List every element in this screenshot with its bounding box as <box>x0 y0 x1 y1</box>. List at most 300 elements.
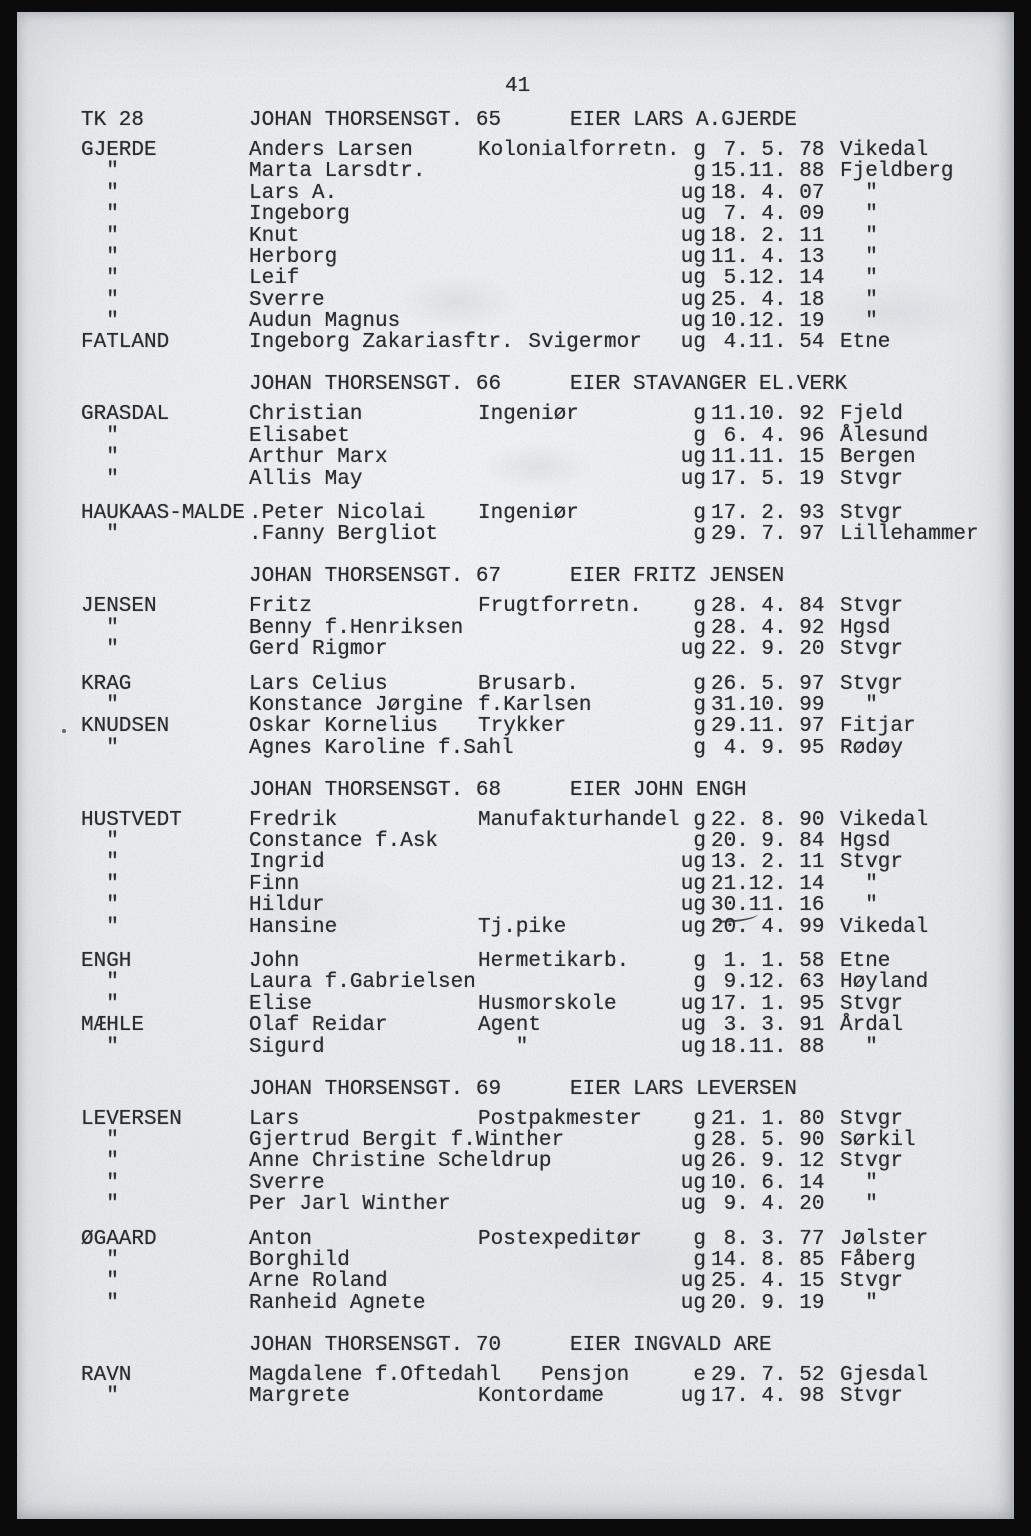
surname-cell: KRAG <box>81 672 132 696</box>
birthplace-cell: Gjesdal <box>840 1363 929 1387</box>
street-section <box>0 110 1031 354</box>
street-section <box>0 1335 1031 1408</box>
owner-label: EIER INGVALD ARE <box>570 1333 772 1357</box>
birthdate-cell: 10.12. 19 <box>711 310 825 334</box>
birthdate-cell: 11. 4. 13 <box>711 245 825 269</box>
given-name-cell: Per Jarl Winther <box>249 1193 451 1217</box>
street-address-title: JOHAN THORSENSGT. 66 <box>249 373 502 397</box>
surname-cell: " <box>81 915 119 939</box>
register-row <box>0 268 1031 289</box>
street-section <box>0 566 1031 759</box>
register-row <box>0 895 1031 916</box>
birthplace-cell: " <box>840 181 878 205</box>
given-name-cell: Constance f.Ask <box>249 830 439 854</box>
marital-status-cell: g <box>693 736 706 760</box>
family-block <box>0 1229 1031 1315</box>
given-name-cell: Agnes Karoline f.Sahl <box>249 736 514 760</box>
birthdate-cell: 10. 6. 14 <box>711 1171 825 1195</box>
register-row <box>0 1293 1031 1314</box>
given-name-cell: Anton <box>249 1227 313 1251</box>
birthdate-cell: 28. 5. 90 <box>711 1128 825 1152</box>
birthdate-cell: 9.12. 63 <box>711 971 825 995</box>
marital-status-cell: ug <box>680 181 706 205</box>
given-name-cell: Allis May <box>249 467 363 491</box>
birthplace-cell: Stvgr <box>840 851 904 875</box>
register-row <box>0 524 1031 545</box>
occupation-cell: Manufakturhandel <box>478 808 680 832</box>
register-row <box>0 140 1031 161</box>
birthplace-cell: " <box>840 1291 878 1315</box>
register-row <box>0 469 1031 490</box>
marital-status-cell: g <box>693 502 706 526</box>
surname-cell: " <box>81 224 119 248</box>
marital-status-cell: ug <box>680 224 706 248</box>
page-content <box>0 12 1031 1519</box>
birthdate-cell: 29.11. 97 <box>711 715 825 739</box>
birthdate-cell: 31.10. 99 <box>711 693 825 717</box>
marital-status-cell: ug <box>680 203 706 227</box>
occupation-cell: Kontordame <box>478 1385 605 1409</box>
birthplace-cell: Stvgr <box>840 992 904 1016</box>
birthplace-cell: Bergen <box>840 446 916 470</box>
family-block <box>0 951 1031 1058</box>
register-row <box>0 1194 1031 1215</box>
given-name-cell: John <box>249 950 300 974</box>
birthplace-cell: Stvgr <box>840 595 904 619</box>
register-row <box>0 226 1031 247</box>
given-name-cell: Knut <box>249 224 300 248</box>
birthplace-cell: " <box>840 245 878 269</box>
marital-status-cell: g <box>693 595 706 619</box>
birthdate-cell: 6. 4. 96 <box>711 424 825 448</box>
marital-status-cell: ug <box>680 446 706 470</box>
marital-status-cell: ug <box>680 267 706 291</box>
surname-cell: GJERDE <box>81 138 157 162</box>
given-name-cell: Finn <box>249 872 300 896</box>
birthplace-cell: " <box>840 224 878 248</box>
marital-status-cell: g <box>693 1248 706 1272</box>
family-block <box>0 674 1031 760</box>
marital-status-cell: ug <box>680 331 706 355</box>
surname-cell: " <box>81 288 119 312</box>
occupation-cell: Trykker <box>478 715 567 739</box>
birthdate-cell: 13. 2. 11 <box>711 851 825 875</box>
family-block <box>0 1109 1031 1216</box>
occupation-cell: Svigermor <box>478 331 642 355</box>
family-block <box>0 140 1031 354</box>
marital-status-cell: g <box>693 715 706 739</box>
occupation-cell: Ingeniør <box>478 403 579 427</box>
surname-cell: ØGAARD <box>81 1227 157 1251</box>
birthdate-cell: 20. 9. 84 <box>711 830 825 854</box>
marital-status-cell: g <box>693 672 706 696</box>
street-address-title: JOHAN THORSENSGT. 65 <box>249 108 502 132</box>
register-row <box>0 1037 1031 1058</box>
register-row <box>0 951 1031 972</box>
birthdate-cell: 25. 4. 15 <box>711 1270 825 1294</box>
surname-cell: HAUKAAS-MALDE <box>81 502 245 526</box>
section-header <box>0 374 1031 395</box>
birthplace-cell: " <box>840 1193 878 1217</box>
marital-status-cell: ug <box>680 1014 706 1038</box>
owner-label: EIER JOHN ENGH <box>570 778 747 802</box>
birthdate-cell: 22. 8. 90 <box>711 808 825 832</box>
given-name-cell: Anne Christine Scheldrup <box>249 1150 552 1174</box>
birthdate-cell: 11.11. 15 <box>711 446 825 470</box>
birthdate-cell: 29. 7. 97 <box>711 523 825 547</box>
birthplace-cell: " <box>840 894 878 918</box>
surname-cell: " <box>81 1150 119 1174</box>
register-row <box>0 311 1031 332</box>
birthplace-cell: Stvgr <box>840 1150 904 1174</box>
birthdate-cell: 7. 4. 09 <box>711 203 825 227</box>
marital-status-cell: ug <box>680 894 706 918</box>
section-header <box>0 110 1031 131</box>
marital-status-cell: ug <box>680 288 706 312</box>
register-row <box>0 596 1031 617</box>
register-row <box>0 447 1031 468</box>
street-address-title: JOHAN THORSENSGT. 68 <box>249 778 502 802</box>
register-row <box>0 290 1031 311</box>
given-name-cell: Hansine <box>249 915 338 939</box>
birthplace-cell: Stvgr <box>840 1270 904 1294</box>
given-name-cell: Magdalene f.Oftedahl <box>249 1363 502 1387</box>
register-row <box>0 1015 1031 1036</box>
marital-status-cell: ug <box>680 1035 706 1059</box>
given-name-cell: Konstance Jørgine <box>249 693 464 717</box>
given-name-cell: Elisabet <box>249 424 350 448</box>
occupation-cell: Husmorskole <box>478 992 617 1016</box>
surname-cell: FATLAND <box>81 331 170 355</box>
birthdate-cell: 17. 1. 95 <box>711 992 825 1016</box>
register-row <box>0 810 1031 831</box>
occupation-cell: Hermetikarb. <box>478 950 630 974</box>
given-name-cell: Arthur Marx <box>249 446 388 470</box>
surname-cell: " <box>81 1128 119 1152</box>
given-name-cell: Lars <box>249 1107 300 1131</box>
surname-cell: " <box>81 160 119 184</box>
surname-cell: " <box>81 851 119 875</box>
given-name-cell: Lars A. <box>249 181 338 205</box>
occupation-cell: " <box>478 1035 529 1059</box>
given-name-cell: Hildur <box>249 894 325 918</box>
given-name-cell: Ingrid <box>249 851 325 875</box>
street-section <box>0 374 1031 545</box>
occupation-cell: Ingeniør <box>478 502 579 526</box>
birthdate-cell: 14. 8. 85 <box>711 1248 825 1272</box>
surname-cell: RAVN <box>81 1363 132 1387</box>
birthdate-cell: 1. 1. 58 <box>711 950 825 974</box>
surname-cell: " <box>81 830 119 854</box>
register-row <box>0 917 1031 938</box>
birthdate-cell: 5.12. 14 <box>711 267 825 291</box>
register-row <box>0 972 1031 993</box>
given-name-cell: Gerd Rigmor <box>249 638 388 662</box>
marital-status-cell: ug <box>680 851 706 875</box>
marital-status-cell: g <box>693 693 706 717</box>
given-name-cell: Ingeborg Zakariasftr. <box>249 331 514 355</box>
birthdate-cell: 21. 1. 80 <box>711 1107 825 1131</box>
surname-cell: " <box>81 992 119 1016</box>
birthdate-cell: 17. 4. 98 <box>711 1385 825 1409</box>
birthdate-cell: 9. 4. 20 <box>711 1193 825 1217</box>
owner-label: EIER FRITZ JENSEN <box>570 565 785 589</box>
birthplace-cell: Sørkil <box>840 1128 916 1152</box>
page-number-row <box>0 76 1031 97</box>
birthdate-cell: 11.10. 92 <box>711 403 825 427</box>
register-row <box>0 695 1031 716</box>
marital-status-cell: ug <box>680 467 706 491</box>
birthplace-cell: " <box>840 1171 878 1195</box>
register-row <box>0 183 1031 204</box>
register-row <box>0 332 1031 353</box>
given-name-cell: Herborg <box>249 245 338 269</box>
register-row <box>0 1130 1031 1151</box>
given-name-cell: Ingeborg <box>249 203 350 227</box>
family-block <box>0 810 1031 938</box>
birthplace-cell: " <box>840 310 878 334</box>
page-number: 41 <box>505 75 531 98</box>
surname-cell: " <box>81 181 119 205</box>
given-name-cell: Sigurd <box>249 1035 325 1059</box>
birthdate-cell: 26. 9. 12 <box>711 1150 825 1174</box>
marital-status-cell: e <box>693 1363 706 1387</box>
marital-status-cell: g <box>693 523 706 547</box>
section-rows <box>0 596 1031 759</box>
owner-label: EIER LARS LEVERSEN <box>570 1077 797 1101</box>
marital-status-cell: g <box>693 403 706 427</box>
birthplace-cell: Jølster <box>840 1227 929 1251</box>
surname-cell: " <box>81 203 119 227</box>
surname-cell: " <box>81 267 119 291</box>
register-row <box>0 994 1031 1015</box>
birthdate-cell: 26. 5. 97 <box>711 672 825 696</box>
section-header <box>0 1335 1031 1356</box>
surname-cell: MÆHLE <box>81 1014 145 1038</box>
birthplace-cell: Stvgr <box>840 638 904 662</box>
given-name-cell: Oskar Kornelius <box>249 715 439 739</box>
birthplace-cell: Fåberg <box>840 1248 916 1272</box>
register-row <box>0 426 1031 447</box>
birthplace-cell: Stvgr <box>840 1385 904 1409</box>
register-row <box>0 1173 1031 1194</box>
marital-status-cell: g <box>693 1227 706 1251</box>
occupation-cell: Postexpeditør <box>478 1227 642 1251</box>
street-section <box>0 780 1031 1058</box>
birthplace-cell: Vikedal <box>840 808 929 832</box>
register-row <box>0 831 1031 852</box>
marital-status-cell: ug <box>680 1270 706 1294</box>
birthdate-cell: 18. 2. 11 <box>711 224 825 248</box>
surname-cell: HUSTVEDT <box>81 808 182 832</box>
occupation-cell: Kolonialforretn. <box>478 138 680 162</box>
street-address-title: JOHAN THORSENSGT. 67 <box>249 565 502 589</box>
birthdate-cell: 18.11. 88 <box>711 1035 825 1059</box>
register-row <box>0 161 1031 182</box>
surname-cell: LEVERSEN <box>81 1107 182 1131</box>
register-row <box>0 1229 1031 1250</box>
given-name-cell: .Fanny Bergliot <box>249 523 439 547</box>
register-row <box>0 404 1031 425</box>
given-name-cell: Fredrik <box>249 808 338 832</box>
marital-status-cell: ug <box>680 310 706 334</box>
register-row <box>0 716 1031 737</box>
birthdate-cell: 8. 3. 77 <box>711 1227 825 1251</box>
register-row <box>0 738 1031 759</box>
register-row <box>0 618 1031 639</box>
surname-cell: " <box>81 1270 119 1294</box>
birthplace-cell: Stvgr <box>840 467 904 491</box>
register-row <box>0 1365 1031 1386</box>
given-name-cell: Marta Larsdtr. <box>249 160 426 184</box>
register-row <box>0 639 1031 660</box>
birthdate-cell: 25. 4. 18 <box>711 288 825 312</box>
street-address-title: JOHAN THORSENSGT. 69 <box>249 1077 502 1101</box>
given-name-cell: Borghild <box>249 1248 350 1272</box>
street-section <box>0 1079 1031 1315</box>
given-name-cell: Christian <box>249 403 363 427</box>
occupation-cell: Pensjon <box>478 1363 630 1387</box>
birthplace-cell: Årdal <box>840 1014 904 1038</box>
given-name-cell: Leif <box>249 267 300 291</box>
surname-cell: " <box>81 523 119 547</box>
marital-status-cell: g <box>693 424 706 448</box>
given-name-cell: Sverre <box>249 288 325 312</box>
birthplace-cell: Stvgr <box>840 1107 904 1131</box>
register-row <box>0 1386 1031 1407</box>
owner-label: EIER STAVANGER EL.VERK <box>570 373 848 397</box>
birthplace-cell: Stvgr <box>840 672 904 696</box>
family-block <box>0 1365 1031 1408</box>
marital-status-cell: g <box>693 1128 706 1152</box>
surname-cell: " <box>81 310 119 334</box>
surname-cell: " <box>81 693 119 717</box>
register-row <box>0 874 1031 895</box>
birthplace-cell: Ålesund <box>840 424 929 448</box>
birthdate-cell: 21.12. 14 <box>711 872 825 896</box>
given-name-cell: Ranheid Agnete <box>249 1291 426 1315</box>
marital-status-cell: ug <box>680 1385 706 1409</box>
register-row <box>0 1109 1031 1130</box>
birthdate-cell: 17. 5. 19 <box>711 467 825 491</box>
family-block <box>0 404 1031 490</box>
section-rows <box>0 1365 1031 1408</box>
surname-cell: GRASDAL <box>81 403 170 427</box>
surname-cell: " <box>81 638 119 662</box>
section-header <box>0 1079 1031 1100</box>
surname-cell: " <box>81 446 119 470</box>
birthdate-cell: 4. 9. 95 <box>711 736 825 760</box>
register-row <box>0 503 1031 524</box>
given-name-cell: Laura f.Gabrielsen <box>249 971 476 995</box>
given-name-cell: Gjertrud Bergit f.Winther <box>249 1128 565 1152</box>
family-block <box>0 596 1031 660</box>
given-name-cell: Lars Celius <box>249 672 388 696</box>
surname-cell: " <box>81 1171 119 1195</box>
section-header <box>0 780 1031 801</box>
birthplace-cell: " <box>840 288 878 312</box>
occupation-cell: Frugtforretn. <box>478 595 642 619</box>
given-name-cell: Benny f.Henriksen <box>249 616 464 640</box>
birthdate-cell: 7. 5. 78 <box>711 138 825 162</box>
birthplace-cell: Etne <box>840 950 891 974</box>
birthplace-cell: Lillehammer <box>840 523 979 547</box>
marital-status-cell: ug <box>680 992 706 1016</box>
birthdate-cell: 30.11. 16 <box>711 894 825 918</box>
surname-cell: " <box>81 1035 119 1059</box>
given-name-cell: Sverre <box>249 1171 325 1195</box>
surname-cell: " <box>81 894 119 918</box>
birthplace-cell: Stvgr <box>840 502 904 526</box>
birthplace-cell: Fjeldberg <box>840 160 954 184</box>
street-address-title: JOHAN THORSENSGT. 70 <box>249 1333 502 1357</box>
section-header <box>0 566 1031 587</box>
birthplace-cell: Hgsd <box>840 830 891 854</box>
occupation-cell: Agent <box>478 1014 542 1038</box>
surname-cell: " <box>81 872 119 896</box>
owner-label: EIER LARS A.GJERDE <box>570 108 797 132</box>
birthplace-cell: " <box>840 267 878 291</box>
birthdate-cell: 3. 3. 91 <box>711 1014 825 1038</box>
given-name-cell: .Peter Nicolai <box>249 502 426 526</box>
given-name-cell: Olaf Reidar <box>249 1014 388 1038</box>
given-name-cell: Anders Larsen <box>249 138 413 162</box>
occupation-cell: Brusarb. <box>478 672 579 696</box>
marital-status-cell: g <box>693 160 706 184</box>
given-name-cell: Margrete <box>249 1385 350 1409</box>
marital-status-cell: ug <box>680 1291 706 1315</box>
given-name-cell: Arne Roland <box>249 1270 388 1294</box>
surname-cell: " <box>81 467 119 491</box>
surname-cell: " <box>81 424 119 448</box>
birthdate-cell: 20. 4. 99 <box>711 915 825 939</box>
birthplace-cell: Hgsd <box>840 616 891 640</box>
surname-cell: " <box>81 1193 119 1217</box>
surname-cell: " <box>81 245 119 269</box>
register-row <box>0 852 1031 873</box>
register-row <box>0 1271 1031 1292</box>
birthplace-cell: " <box>840 1035 878 1059</box>
birthdate-cell: 28. 4. 92 <box>711 616 825 640</box>
occupation-cell: f.Karlsen <box>478 693 592 717</box>
marital-status-cell: ug <box>680 1150 706 1174</box>
surname-cell: " <box>81 1291 119 1315</box>
occupation-cell: Postpakmester <box>478 1107 642 1131</box>
birthplace-cell: Fitjar <box>840 715 916 739</box>
marital-status-cell: g <box>693 138 706 162</box>
marital-status-cell: ug <box>680 245 706 269</box>
birthplace-cell: Vikedal <box>840 138 929 162</box>
birthplace-cell: " <box>840 872 878 896</box>
given-name-cell: Audun Magnus <box>249 310 401 334</box>
marital-status-cell: g <box>693 1107 706 1131</box>
birthdate-cell: 28. 4. 84 <box>711 595 825 619</box>
section-rows <box>0 1109 1031 1315</box>
surname-cell: " <box>81 616 119 640</box>
section-rows <box>0 810 1031 1058</box>
birthdate-cell: 20. 9. 19 <box>711 1291 825 1315</box>
marital-status-cell: g <box>693 830 706 854</box>
section-rows <box>0 140 1031 354</box>
tk-district-label: TK 28 <box>81 108 145 132</box>
birthplace-cell: Etne <box>840 331 891 355</box>
section-rows <box>0 404 1031 545</box>
birthplace-cell: Fjeld <box>840 403 904 427</box>
marital-status-cell: ug <box>680 1193 706 1217</box>
given-name-cell: Elise <box>249 992 313 1016</box>
marital-status-cell: ug <box>680 872 706 896</box>
register-row <box>0 204 1031 225</box>
